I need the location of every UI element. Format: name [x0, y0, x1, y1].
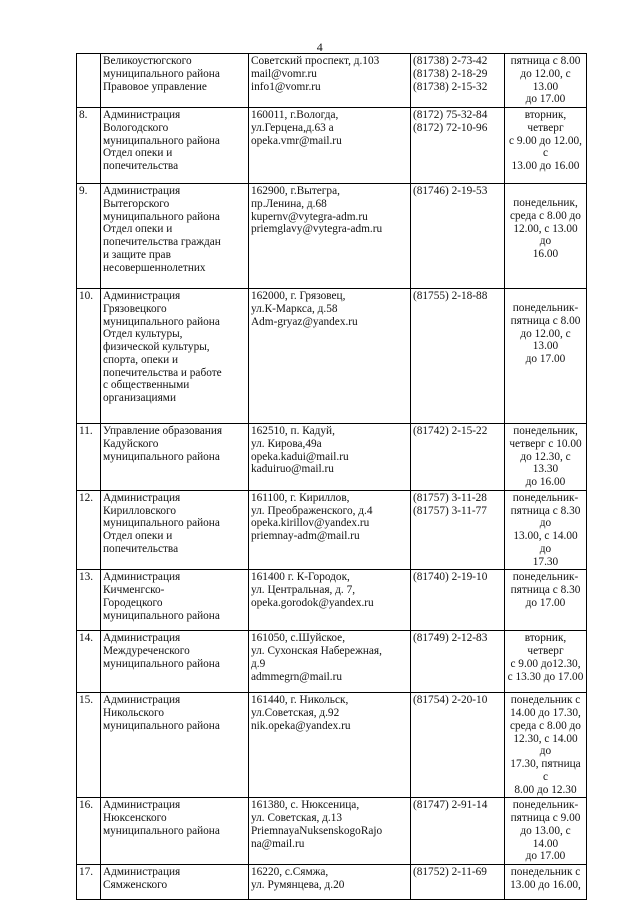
schedule-cell: пятница с 8.00 до 12.00, с 13.00 до 17.00 — [505, 54, 587, 108]
schedule-cell: понедельник- пятница с 9.00 до 13.00, с 14.00 до 17.00 — [505, 798, 587, 865]
address-cell: 162900, г.Вытегра, пр.Ленина, д.68 kupernv@vytegra-adm.ru priemglavy@vytegra-adm.ru — [249, 184, 411, 289]
row-number: 15. — [77, 693, 101, 798]
organization-cell: Администрация Вытегорского муниципального района Отдел опеки и попечительства граждан и защите прав несовершеннолетних — [101, 184, 249, 289]
table-row — [77, 108, 587, 184]
table-row — [77, 54, 587, 108]
table-row — [77, 289, 587, 424]
schedule-cell: вторник, четверг с 9.00 до 12.00, с 13.00 до 16.00 — [505, 108, 587, 184]
schedule-cell: понедельник с 14.00 до 17.30, среда с 8.00 до 12.30, с 14.00 до 17.30, пятница с 8.00 до 12.30 — [505, 693, 587, 798]
schedule-cell: понедельник с 13.00 до 16.00, — [505, 865, 587, 900]
phone-cell: (81752) 2-11-69 — [411, 865, 505, 900]
address-cell: 161400 г. К-Городок, ул. Центральная, д. 7, opeka.gorodok@yandex.ru — [249, 570, 411, 631]
address-cell: Советский проспект, д.103 mail@vomr.ru info1@vomr.ru — [249, 54, 411, 108]
address-cell: 161440, г. Никольск, ул.Советская, д.92 nik.opeka@yandex.ru — [249, 693, 411, 798]
schedule-text: понедельник, среда с 8.00 до 12.00, с 13.00 до 16.00 — [510, 197, 581, 260]
contacts-table — [76, 53, 587, 900]
row-number: 10. — [77, 289, 101, 424]
table-row — [77, 798, 587, 865]
schedule-cell: вторник, четверг с 9.00 до12.30, с 13.30 до 17.00 — [505, 631, 587, 693]
table-row — [77, 631, 587, 693]
organization-cell: Администрация Сямженского — [101, 865, 249, 900]
phone-cell: (81757) 3-11-28 (81757) 3-11-77 — [411, 490, 505, 570]
phone-cell: (81740) 2-19-10 — [411, 570, 505, 631]
schedule-cell — [505, 184, 587, 289]
table-row — [77, 424, 587, 491]
organization-cell: Великоустюгского муниципального района Правовое управление — [101, 54, 249, 108]
organization-cell: Администрация Вологодского муниципального района Отдел опеки и попечительства — [101, 108, 249, 184]
table-row — [77, 570, 587, 631]
organization-cell: Администрация Грязовецкого муниципального района Отдел культуры, физической культуры, спорта, опеки и попечительства и работе с общественными организациями — [101, 289, 249, 424]
row-number: 13. — [77, 570, 101, 631]
phone-cell: (81754) 2-20-10 — [411, 693, 505, 798]
phone-cell: (81746) 2-19-53 — [411, 184, 505, 289]
address-cell: 161380, с. Нюксеница, ул. Советская, д.13 PriemnayaNuksenskogoRajo na@mail.ru — [249, 798, 411, 865]
address-cell: 162510, п. Кадуй, ул. Кирова,49а opeka.kadui@mail.ru kaduiruo@mail.ru — [249, 424, 411, 491]
row-number: 17. — [77, 865, 101, 900]
phone-cell: (81738) 2-73-42 (81738) 2-18-29 (81738) 2-15-32 — [411, 54, 505, 108]
row-number: 11. — [77, 424, 101, 491]
phone-cell: (81755) 2-18-88 — [411, 289, 505, 424]
organization-cell: Администрация Нюксенского муниципального района — [101, 798, 249, 865]
address-cell: 161100, г. Кириллов, ул. Преображенского, д.4 opeka.kirillov@yandex.ru priemnay-adm@mail.ru — [249, 490, 411, 570]
row-number: 12. — [77, 490, 101, 570]
phone-cell: (8172) 75-32-84 (8172) 72-10-96 — [411, 108, 505, 184]
organization-cell: Администрация Никольского муниципального района — [101, 693, 249, 798]
phone-cell: (81742) 2-15-22 — [411, 424, 505, 491]
table-row — [77, 184, 587, 289]
organization-cell: Администрация Кичменгско- Городецкого муниципального района — [101, 570, 249, 631]
row-number — [77, 54, 101, 108]
address-cell: 161050, с.Шуйское, ул. Сухонская Набережная, д.9 admmegrn@mail.ru — [249, 631, 411, 693]
schedule-cell: понедельник- пятница с 8.30 до 17.00 — [505, 570, 587, 631]
organization-cell: Администрация Междуреченского муниципального района — [101, 631, 249, 693]
row-number: 14. — [77, 631, 101, 693]
organization-cell: Администрация Кирилловского муниципального района Отдел опеки и попечительства — [101, 490, 249, 570]
schedule-cell: понедельник- пятница с 8.30 до 13.00, с 14.00 до 17.30 — [505, 490, 587, 570]
row-number: 8. — [77, 108, 101, 184]
organization-cell: Управление образования Кадуйского муниципального района — [101, 424, 249, 491]
phone-cell: (81749) 2-12-83 — [411, 631, 505, 693]
phone-cell: (81747) 2-91-14 — [411, 798, 505, 865]
schedule-cell: понедельник, четверг с 10.00 до 12.30, с 13.30 до 16.00 — [505, 424, 587, 491]
address-cell: 160011, г.Вологда, ул.Герцена,д.63 а opeka.vmr@mail.ru — [249, 108, 411, 184]
row-number: 9. — [77, 184, 101, 289]
table-row — [77, 490, 587, 570]
table-row — [77, 693, 587, 798]
row-number: 16. — [77, 798, 101, 865]
page-number: 4 — [316, 40, 324, 54]
schedule-text: понедельник- пятница с 8.00 до 12.00, с 13.00 до 17.00 — [510, 302, 581, 365]
address-cell: 162000, г. Грязовец, ул.К-Маркса, д.58 Adm-gryaz@yandex.ru — [249, 289, 411, 424]
schedule-cell — [505, 289, 587, 424]
table-row — [77, 865, 587, 900]
address-cell: 16220, с.Сямжа, ул. Румянцева, д.20 — [249, 865, 411, 900]
